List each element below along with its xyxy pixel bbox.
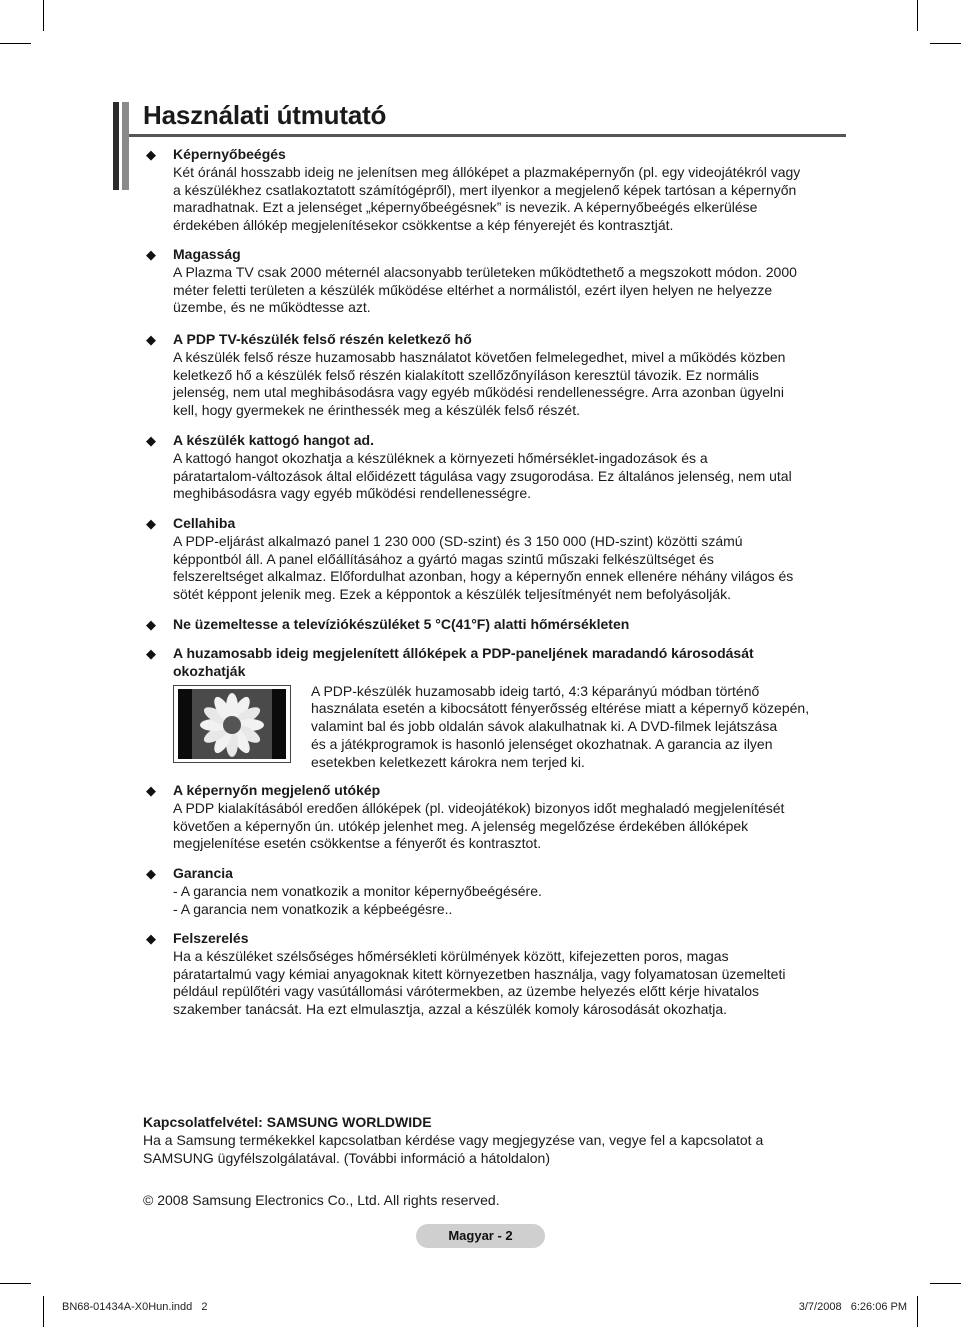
page-number-badge: Magyar - 2: [416, 1224, 545, 1248]
contact-line: SAMSUNG ügyfélszolgálatával. (További információ a hátoldalon): [143, 1150, 550, 1166]
section-cell-defect: [146, 515, 848, 604]
crop-mark: [917, 0, 918, 31]
section-body: Ha a készüléket szélsőséges hőmérsékleti körülmények között, kifejezetten poros, magas páratartalmú vagy kémiai anyagoknak kitett környezetben használja, vagy folyamatosan üzemelteti például repülőtéri vagy vasútállomási várótermekben, az üzembe helyezés előtt kérje hivatalos szakember tanácsát. Ha ezt elmulasztja, azzal a készülék komoly károsodását okozhatja.: [173, 947, 786, 1018]
diamond-bullet-icon: ◆: [146, 646, 156, 661]
diamond-bullet-icon: ◆: [146, 147, 156, 162]
content-sections: [146, 146, 848, 1019]
contact-line: Ha a Samsung termékekkel kapcsolatban kérdése vagy megjegyzése van, vegye fel a kapcsolatot a: [143, 1132, 764, 1148]
diamond-bullet-icon: ◆: [146, 931, 156, 946]
section-still-image: [146, 645, 848, 771]
crop-mark: [43, 0, 44, 31]
section-afterimage: [146, 782, 848, 854]
flower-icon: [192, 689, 272, 759]
section-body: A Plazma TV csak 2000 méternél alacsonyabb területeken működtethető a megszokott módon. 2000 méter feletti területen a készülék működése eltérhet a normálistól, ezért ilyen helyen ne helyezze üzembe, és ne működtesse azt.: [173, 263, 797, 316]
diamond-bullet-icon: ◆: [146, 617, 156, 632]
footer-file-name: BN68-01434A-X0Hun.indd 2: [62, 1301, 208, 1313]
section-body: - A garancia nem vonatkozik a monitor képernyőbeégésére. - A garancia nem vonatkozik a képbeégésre..: [173, 882, 542, 917]
diamond-bullet-icon: ◆: [146, 247, 156, 262]
section-title: Képernyőbeégés: [173, 146, 286, 162]
contact-title: Kapcsolatfelvétel: SAMSUNG WORLDWIDE: [143, 1114, 432, 1130]
section-title: Felszerelés: [173, 930, 249, 946]
section-title: Cellahiba: [173, 515, 236, 531]
crop-mark: [0, 43, 31, 44]
section-clicking: [146, 432, 848, 504]
flower-image: [173, 685, 291, 763]
diamond-bullet-icon: ◆: [146, 516, 156, 531]
diamond-bullet-icon: ◆: [146, 866, 156, 881]
crop-mark: [930, 43, 961, 44]
diamond-bullet-icon: ◆: [146, 433, 156, 448]
diamond-bullet-icon: ◆: [146, 332, 156, 347]
section-body: A PDP-eljárást alkalmazó panel 1 230 000 (SD-szint) és 3 150 000 (HD-szint) közötti számú képpontból áll. A panel előállításához a gyártó magas szintű műszaki felkészültséget és felszereltséget alkalmaz. Előfordulhat azonban, hogy a képernyőn ennek ellenére néhány világos és sötét képpont jelenik meg. Ezek a képpontok a készülék teljesítményét nem befolyásolják.: [173, 532, 794, 603]
diamond-bullet-icon: ◆: [146, 783, 156, 798]
section-body: Két óránál hosszabb ideig ne jelenítsen meg állóképet a plazmaképernyőn (pl. egy videojátékról vagy a készülékhez csatlakoztatott számítógépről), mert ilyenkor a megjelenő képek tartósan a képernyőn maradhatnak. Ezt a jelenséget „képernyőbeégésnek” is nevezik. A képernyőbeégés elkerülése érdekében állókép megjelenítésekor csökkentse a kép fényerejét és kontrasztját.: [173, 163, 801, 234]
section-title: Ne üzemeltesse a televíziókészüléket 5 °C(41°F) alatti hőmérsékleten: [173, 616, 630, 632]
section-title: Magasság: [173, 246, 241, 262]
contact-block: [143, 1113, 843, 1167]
section-temperature: [146, 616, 848, 634]
title-accent-bar: [113, 102, 129, 190]
footer-timestamp: 3/7/2008 6:26:06 PM: [798, 1301, 907, 1313]
section-title: Garancia: [173, 865, 233, 881]
image-with-text: [173, 683, 848, 772]
section-body: A PDP kialakításából eredően állóképek (pl. videojátékok) bizonyos időt meghaladó megjelenítését követően a képernyőn ún. utókép jelenhet meg. A jelenség megelőzése érdekében állóképek megjelenítése esetén csökkentse a fényerőt és kontrasztot.: [173, 799, 785, 852]
section-title: A készülék kattogó hangot ad.: [173, 432, 374, 448]
section-title: A huzamosabb ideig megjelenített állóképek a PDP-paneljének maradandó károsodását okozhatják: [173, 645, 754, 679]
crop-mark: [0, 1283, 31, 1284]
section-title: A képernyőn megjelenő utókép: [173, 782, 381, 798]
crop-mark: [917, 1296, 918, 1327]
crop-mark: [43, 1296, 44, 1327]
copyright: © 2008 Samsung Electronics Co., Ltd. All rights reserved.: [143, 1192, 500, 1208]
section-burn-in: [146, 146, 848, 235]
section-warranty: [146, 865, 848, 919]
page-title: Használati útmutató: [143, 100, 387, 130]
title-underline: [129, 134, 846, 137]
crop-mark: [930, 1283, 961, 1284]
section-heat: [146, 331, 848, 420]
section-body: A PDP-készülék huzamosabb ideig tartó, 4:3 képarányú módban történő használata esetén a kibocsátott fényerősség eltérése miatt a képernyő közepén, valamint bal és jobb oldalán sávok alakulhatnak ki. A DVD-filmek lejátszása és a játékprogramok is hasonló jelenséget okozhatnak. A garancia az ilyen esetekben keletkezett károkra nem terjed ki.: [311, 682, 810, 770]
section-installation: [146, 930, 848, 1019]
section-body: A készülék felső része huzamosabb használatot követően felmelegedhet, mivel a működés közben keletkező hő a készülék felső részén kialakított szellőzőnyíláson keresztül távozik. Ez normális jelenség, nem utal meghibásodásra vagy egyéb működési rendellenességre. Arra azonban ügyelni kell, hogy gyermekek ne érinthessék meg a készülék felső részét.: [173, 348, 786, 419]
section-title: A PDP TV-készülék felső részén keletkező hő: [173, 331, 472, 347]
section-altitude: [146, 246, 848, 331]
section-body: A kattogó hangot okozhatja a készüléknek a környezeti hőmérséklet-ingadozások és a páratartalom-változások által előidézett tágulása vagy zsugorodása. Ez általános jelenség, nem utal meghibásodásra vagy egyéb működési rendellenességre.: [173, 449, 792, 502]
